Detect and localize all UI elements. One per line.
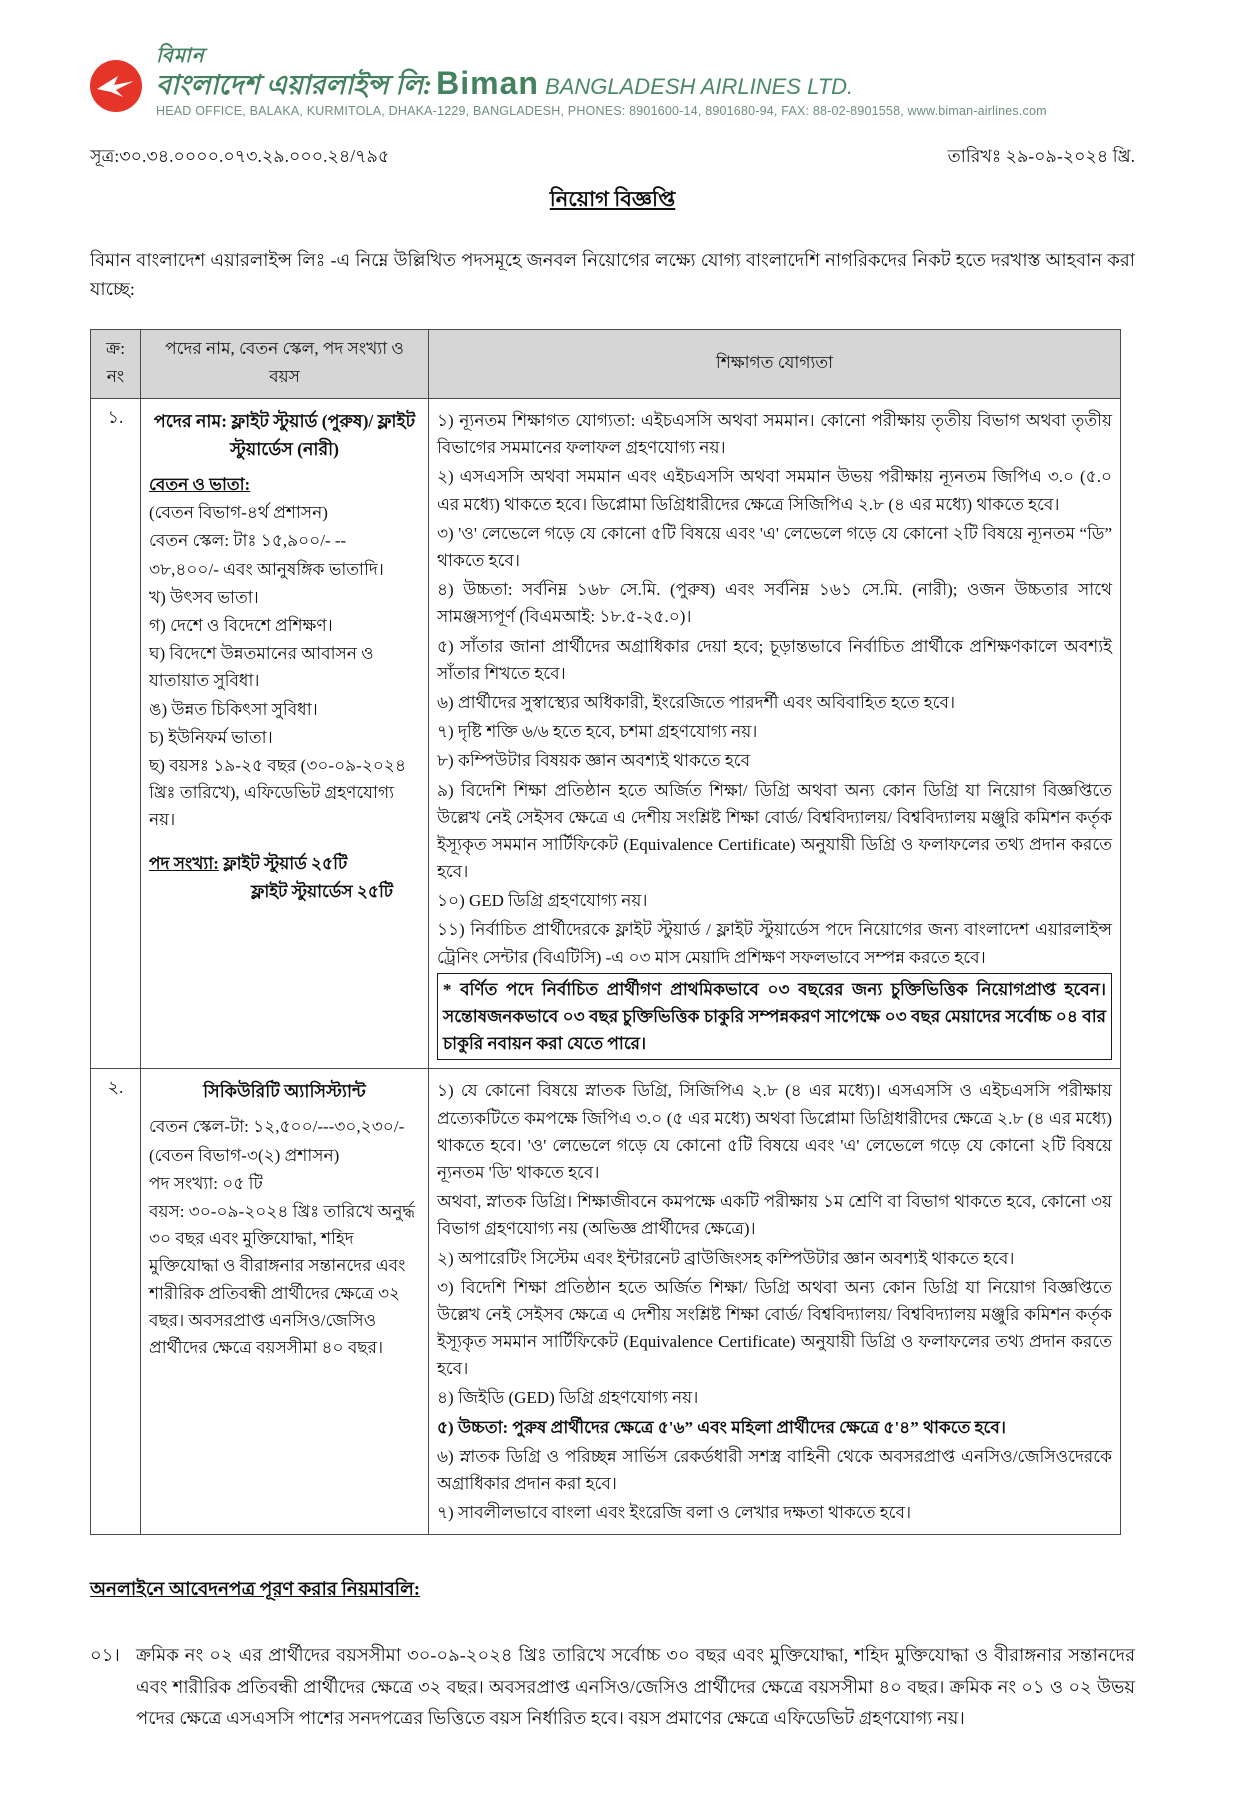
text-line: বেতন স্কেল-টা: ১২,৫০০/---৩০,২৩০/- (149, 1117, 405, 1137)
text-line: ১) যে কোনো বিষয়ে স্নাতক ডিগ্রি, সিজিপিএ ২.৮ (৪ এর মধ্যে)। এসএসসি ও এইচএসসি পরীক্ষায় প্রত্যেকটিতে কমপক্ষে জিপিএ ৩.০ (৫ এর মধ্যে) অথবা ডিপ্লোমা ডিগ্রিধারীদের ক্ষেত্রে ২.৮ (৪ এর মধ্যে) থাকতে হবে। 'ও' লেভেলে গড়ে যে কোনো ৫টি বিষয়ে এবং 'এ' লেভেলে গড়ে যে কোনো ২টি বিষয়ে ন্যূনতম 'ডি' থাকতে হবে। (437, 1081, 1112, 1182)
text-line: ৬) স্নাতক ডিগ্রি ও পরিচ্ছন্ন সার্ভিস রেকর্ডধারী সশস্ত্র বাহিনী থেকে অবসরপ্রাপ্ত এনসিও/জেসিওদেরকে অগ্রাধিকার প্রদান করা হবে। (437, 1446, 1112, 1494)
text-line: ৪) উচ্চতা: সর্বনিম্ন ১৬৮ সে.মি. (পুরুষ) এবং সর্বনিম্ন ১৬১ সে.মি. (নারী); ওজন উচ্চতার সাথে সামঞ্জস্যপূর্ণ (বিএমআই: ১৮.৫-২৫.০)। (437, 580, 1112, 627)
rules-section-heading: অনলাইনে আবেদনপত্র পূরণ করার নিয়মাবলি: (90, 1580, 421, 1601)
text-line: ৯) বিদেশি শিক্ষা প্রতিষ্ঠান হতে অর্জিত শিক্ষা/ ডিগ্রি অথবা অন্য কোন ডিগ্রি যা নিয়োগ বিজ্ঞপ্তিতে উল্লেখ নেই সেইসব ক্ষেত্রে এ দেশীয় সংশ্লিষ্ট শিক্ষা বোর্ড/ বিশ্ববিদ্যালয়/ বিশ্ববিদ্যালয় মঞ্জুরি কমিশন কর্তৃক ইস্যূকৃত সমমান সার্টিফিকেট (Equivalence Certificate) অনুযায়ী ডিগ্রি ও ফলাফলের তথ্য প্রদান করতে হবে। (437, 780, 1112, 882)
letterhead (90, 46, 1135, 118)
text-line: (বেতন বিভাগ-৩(২) প্রশাসন) (149, 1145, 340, 1165)
text-line: ৫) উচ্চতা: পুরুষ প্রার্থীদের ক্ষেত্রে ৫'৬” এবং মহিলা প্রার্থীদের ক্ষেত্রে ৫'৪” থাকতে হবে। (437, 1417, 1006, 1437)
text-line: ছ) বয়সঃ ১৯-২৫ বছর (৩০-০৯-২০২৪ খ্রিঃ তারিখে), এফিডেভিট গ্রহণযোগ্য নয়। (149, 755, 407, 830)
table-header-row (91, 330, 1121, 399)
brand-english-rest: BANGLADESH AIRLINES LTD. (538, 74, 854, 99)
brand-bengali-main: বাংলাদেশ এয়ারলাইন্স লি: (156, 70, 433, 100)
text-line: খ) উৎসব ভাতা। (149, 587, 259, 607)
text-line: বেতন স্কেল: টাঃ ১৫,৯০০/- -- (149, 531, 347, 551)
position-title: সিকিউরিটি অ্যাসিস্ট্যান্ট (203, 1081, 366, 1102)
position-cell-security-assistant (141, 1069, 429, 1535)
rule-item (90, 1640, 1135, 1735)
qualification-items (437, 1077, 1112, 1526)
rule-text: ক্রমিক নং ০২ এর প্রার্থীদের বয়সসীমা ৩০-০৯-২০২৪ খ্রিঃ তারিখে সর্বোচ্চ ৩০ বছর এবং মুক্তিযোদ্ধা, শহিদ মুক্তিযোদ্ধা ও বীরাঙ্গনার সন্তানদের এবং শারীরিক প্রতিবন্ধী প্রার্থীদের ক্ষেত্রে ৩২ বছর। অবসরপ্রাপ্ত এনসিও/জেসিও প্রার্থীদের ক্ষেত্রে বয়সসীমা ৪০ বছর। ক্রমিক নং ০১ ও ০২ উভয় পদের ক্ষেত্রে এসএসসি পাশের সনদপত্রের ভিত্তিতে বয়স নির্ধারিত হবে। বয়স প্রমাণের ক্ষেত্রে এফিডেভিট গ্রহণযোগ্য নয়। (136, 1645, 1135, 1729)
notice-date: তারিখঃ ২৯-০৯-২০২৪ খ্রি. (947, 145, 1135, 166)
text-line: অথবা, স্নাতক ডিগ্রি। শিক্ষাজীবনে কমপক্ষে একটি পরীক্ষায় ১ম শ্রেণি বা বিভাগ থাকতে হবে, কোনো ৩য় বিভাগ গ্রহণযোগ্য নয় (অভিজ্ঞ প্রার্থীদের ক্ষেত্রে)। (437, 1192, 1112, 1239)
column-header-position: পদের নাম, বেতন স্কেল, পদ সংখ্যা ও বয়স (141, 330, 429, 399)
qualification-cell-flight-steward (429, 399, 1121, 1069)
position-cell-flight-steward (141, 399, 429, 1069)
brand-english-biman: Biman (436, 65, 539, 101)
column-header-qualification: শিক্ষাগত যোগ্যতা (429, 330, 1121, 399)
text-line: ২) এসএসসি অথবা সমমান এবং এইচএসসি অথবা সমমান উভয় পরীক্ষায় ন্যূনতম জিপিএ ৩.০ (৫.০ এর মধ্যে) থাকতে হবে। ডিপ্লোমা ডিগ্রিধারীদের ক্ষেত্রে সিজিপিএ ২.৮ (৪ এর মধ্যে) থাকতে হবে। (437, 467, 1112, 514)
text-line: গ) দেশে ও বিদেশে প্রশিক্ষণ। (149, 616, 333, 636)
qualification-cell-security-assistant (429, 1069, 1121, 1535)
text-line: বয়স: ৩০-০৯-২০২৪ খ্রিঃ তারিখে অনুর্দ্ধ ৩০ বছর এবং মুক্তিযোদ্ধা, শহিদ মুক্তিযোদ্ধা ও বীরাঙ্গনার সন্তানদের এবং শারীরিক প্রতিবন্ধী প্রার্থীদের ক্ষেত্রে ৩২ বছর। অবসরপ্রাপ্ত এনসিও/জেসিও প্রার্থীদের ক্ষেত্রে বয়সসীমা ৪০ বছর। (149, 1201, 415, 1357)
text-line: (বেতন বিভাগ-৪র্থ প্রশাসন) (149, 503, 328, 523)
head-office-address: HEAD OFFICE, BALAKA, KURMITOLA, DHAKA-1229, BANGLADESH, PHONES: 8901600-14, 8901680-94, FAX: 88-02-8901558, www.biman-airlines.com (156, 103, 1047, 118)
serial-number: ১. (91, 399, 141, 1069)
text-line: ৫) সাঁতার জানা প্রার্থীদের অগ্রাধিকার দেয়া হবে; চূড়ান্তভাবে নির্বাচিত প্রার্থীকে প্রশিক্ষণকালে অবশ্যই সাঁতার শিখতে হবে। (437, 636, 1112, 683)
text-line: * বর্ণিত পদে নির্বাচিত প্রার্থীগণ প্রাথমিকভাবে ০৩ বছরের জন্য চুক্তিভিত্তিক নিয়োগপ্রাপ্ত হবেন। সন্তোষজনকভাবে ০৩ বছর চুক্তিভিত্তিক চাকুরি সম্পন্নকরণ সাপেক্ষে ০৩ বছর মেয়াদের সর্বোচ্চ ০৪ বার চাকুরি নবায়ন করা যেতে পারে। (437, 973, 1112, 1061)
text-line: ৭) সাবলীলভাবে বাংলা এবং ইংরেজি বলা ও লেখার দক্ষতা থাকতে হবে। (437, 1503, 912, 1523)
text-line: ঘ) বিদেশে উন্নতমানের আবাসন ও যাতায়াত সুবিধা। (149, 644, 374, 691)
rule-number: ০১। (90, 1645, 120, 1666)
text-line: ১) ন্যূনতম শিক্ষাগত যোগ্যতা: এইচএসসি অথবা সমমান। কোনো পরীক্ষায় তৃতীয় বিভাগ অথবা তৃতীয় বিভাগের সমমানের ফলাফল গ্রহণযোগ্য নয়। (437, 411, 1112, 458)
biman-logo-icon (90, 60, 142, 112)
intro-paragraph: বিমান বাংলাদেশ এয়ারলাইন্স লিঃ -এ নিম্নে উল্লিখিত পদসমূহে জনবল নিয়োগের লক্ষ্যে যোগ্য বাংলাদেশি নাগরিকদের নিকট হতে দরখাস্ত আহবান করা যাচ্ছে: (90, 249, 1135, 300)
reference-number: সূত্র:৩০.৩৪.০০০০.০৭৩.২৯.০০০.২৪/৭৯৫ (90, 145, 390, 166)
positions-table (90, 329, 1121, 1535)
column-header-serial: ক্র: নং (91, 330, 141, 399)
brand-bengali-top: বিমান (156, 45, 205, 67)
text-line: ফ্লাইট স্টুয়ার্ডেস ২৫টি (251, 881, 394, 901)
text-line: ৩) 'ও' লেভেলে গড়ে যে কোনো ৫টি বিষয়ে এবং 'এ' লেভেলে গড়ে যে কোনো ২টি বিষয়ে ন্যূনতম “ডি” থাকতে হবে। (437, 523, 1112, 571)
text-line: ঙ) উন্নত চিকিৎসা সুবিধা। (149, 699, 318, 719)
page-title: নিয়োগ বিজ্ঞপ্তি (549, 186, 676, 211)
position-details (149, 471, 420, 905)
qualification-items (437, 407, 1112, 1060)
text-line: ৪) জিইডি (GED) ডিগ্রি গ্রহণযোগ্য নয়। (437, 1388, 699, 1408)
table-row (91, 1069, 1121, 1535)
text-line: পদ সংখ্যা: ০৫ টি (149, 1173, 263, 1193)
text-line: ১১) নির্বাচিত প্রার্থীদেরকে ফ্লাইট স্টুয়ার্ড / ফ্লাইট স্টুয়ার্ডেস পদে নিয়োগের জন্য বাংলাদেশ এয়ারলাইন্স ট্রেনিং সেন্টার (বিএটিসি) -এ ০৩ মাস মেয়াদি প্রশিক্ষণ সফলভাবে সম্পন্ন করতে হবে। (437, 920, 1112, 967)
text-line: ৭) দৃষ্টি শক্তি ৬/৬ হতে হবে, চশমা গ্রহণযোগ্য নয়। (437, 722, 758, 742)
position-title: পদের নাম: ফ্লাইট স্টুয়ার্ড (পুরুষ)/ ফ্লাইট স্টুয়ার্ডেস (নারী) (153, 411, 416, 460)
text-line: ৩৮,৪০০/- এবং আনুষঙ্গিক ভাতাদি। (149, 559, 384, 579)
text-line: পদ সংখ্যা: ফ্লাইট স্টুয়ার্ড ২৫টি (149, 853, 348, 873)
text-line: ২) অপারেটিং সিস্টেম এবং ইন্টারনেট ব্রাউজিংসহ কম্পিউটার জ্ঞান অবশ্যই থাকতে হবে। (437, 1248, 1015, 1268)
serial-number: ২. (91, 1069, 141, 1535)
text-line: চ) ইউনিফর্ম ভাতা। (149, 727, 273, 747)
text-line: ৮) কম্পিউটার বিষয়ক জ্ঞান অবশ্যই থাকতে হবে (437, 751, 751, 771)
text-line: বেতন ও ভাতা: (149, 475, 251, 495)
brand-block (156, 46, 1047, 118)
position-details (149, 1113, 420, 1361)
text-line: ৩) বিদেশি শিক্ষা প্রতিষ্ঠান হতে অর্জিত শিক্ষা/ ডিগ্রি অথবা অন্য কোন ডিগ্রি যা নিয়োগ বিজ্ঞপ্তিতে উল্লেখ নেই সেইসব ক্ষেত্রে এ দেশীয় সংশ্লিষ্ট শিক্ষা বোর্ড/ বিশ্ববিদ্যালয়/ বিশ্ববিদ্যালয় মঞ্জুরি কমিশন কর্তৃক ইস্যূকৃত সমমান সার্টিফিকেট (Equivalence Certificate) অনুযায়ী ডিগ্রি ও ফলাফলের তথ্য প্রদান করতে হবে। (437, 1277, 1112, 1379)
meta-row (90, 144, 1135, 173)
text-line: ৬) প্রার্থীদের সুস্বাস্থ্যের অধিকারী, ইংরেজিতে পারদর্শী এবং অবিবাহিত হতে হবে। (437, 692, 956, 712)
table-row (91, 399, 1121, 1069)
text-line: ১০) GED ডিগ্রি গ্রহণযোগ্য নয়। (437, 891, 648, 911)
